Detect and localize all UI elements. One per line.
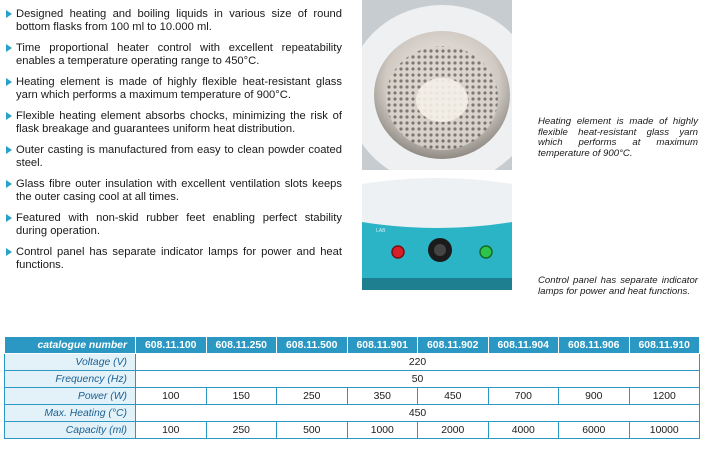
specification-table (4, 336, 700, 439)
arrow-icon (6, 112, 12, 120)
capacity-value: 4000 (488, 422, 559, 439)
feature-text: Outer casting is manufactured from easy to clean powder coated steel. (16, 144, 342, 169)
feature-text: Time proportional heater control with excellent repeatability enables a temperature operating range to 450°C. (16, 42, 342, 67)
header-label: catalogue number (5, 337, 136, 354)
arrow-icon (6, 180, 12, 188)
feature-item (6, 144, 342, 170)
table-row (5, 405, 700, 422)
feature-item (6, 76, 342, 102)
catalogue-number: 608.11.500 (277, 337, 348, 354)
table-row (5, 354, 700, 371)
voltage-label: Voltage (V) (5, 354, 136, 371)
capacity-value: 250 (206, 422, 277, 439)
arrow-icon (6, 10, 12, 18)
brand-mark: LAB (376, 228, 386, 234)
power-value: 700 (488, 388, 559, 405)
catalogue-number: 608.11.902 (418, 337, 489, 354)
catalogue-number: 608.11.904 (488, 337, 559, 354)
table-header-row (5, 337, 700, 354)
feature-text: Designed heating and boiling liquids in various size of round bottom flasks from 100 ml to 10.000 ml. (16, 8, 342, 33)
heating-element-caption: Heating element is made of highly flexible heat-resistant glass yarn which performs at maximum temperature of 900°C. (538, 116, 698, 159)
feature-item (6, 178, 342, 204)
feature-item (6, 246, 342, 272)
arrow-icon (6, 44, 12, 52)
arrow-icon (6, 78, 12, 86)
feature-text: Heating element is made of highly flexible heat-resistant glass yarn which performs a maximum temperature of 900°C. (16, 76, 342, 101)
table-row (5, 388, 700, 405)
feature-text: Control panel has separate indicator lamps for power and heat functions. (16, 246, 342, 271)
capacity-value: 6000 (559, 422, 630, 439)
catalogue-number: 608.11.100 (136, 337, 207, 354)
arrow-icon (6, 248, 12, 256)
power-value: 250 (277, 388, 348, 405)
catalogue-number: 608.11.910 (629, 337, 700, 354)
heating-element-photo (362, 0, 512, 170)
frequency-value: 50 (136, 371, 700, 388)
heating-mantle-top-icon (362, 0, 512, 170)
power-value: 150 (206, 388, 277, 405)
capacity-label: Capacity (ml) (5, 422, 136, 439)
feature-item (6, 212, 342, 238)
capacity-value: 2000 (418, 422, 489, 439)
table-row (5, 422, 700, 439)
capacity-value: 100 (136, 422, 207, 439)
power-value: 350 (347, 388, 418, 405)
catalogue-number: 608.11.906 (559, 337, 630, 354)
catalogue-number: 608.11.901 (347, 337, 418, 354)
power-value: 900 (559, 388, 630, 405)
power-value: 1200 (629, 388, 700, 405)
feature-list (6, 8, 342, 280)
max-heating-label: Max. Heating (°C) (5, 405, 136, 422)
arrow-icon (6, 214, 12, 222)
arrow-icon (6, 146, 12, 154)
voltage-value: 220 (136, 354, 700, 371)
power-value: 450 (418, 388, 489, 405)
frequency-label: Frequency (Hz) (5, 371, 136, 388)
feature-item (6, 110, 342, 136)
feature-item (6, 42, 342, 68)
table-row (5, 371, 700, 388)
catalogue-number: 608.11.250 (206, 337, 277, 354)
power-label: Power (W) (5, 388, 136, 405)
feature-text: Glass fibre outer insulation with excellent ventilation slots keeps the outer casing cool at all times. (16, 178, 342, 203)
capacity-value: 500 (277, 422, 348, 439)
feature-text: Flexible heating element absorbs chocks, minimizing the risk of flask breakage and guarantees uniform heat distribution. (16, 110, 342, 135)
control-panel-caption: Control panel has separate indicator lamps for power and heat functions. (538, 275, 698, 297)
control-panel-photo (362, 178, 512, 300)
max-heating-value: 450 (136, 405, 700, 422)
feature-item (6, 8, 342, 34)
mantle-control-panel-icon (362, 178, 512, 300)
capacity-value: 1000 (347, 422, 418, 439)
feature-text: Featured with non-skid rubber feet enabling perfect stability during operation. (16, 212, 342, 237)
power-value: 100 (136, 388, 207, 405)
capacity-value: 10000 (629, 422, 700, 439)
